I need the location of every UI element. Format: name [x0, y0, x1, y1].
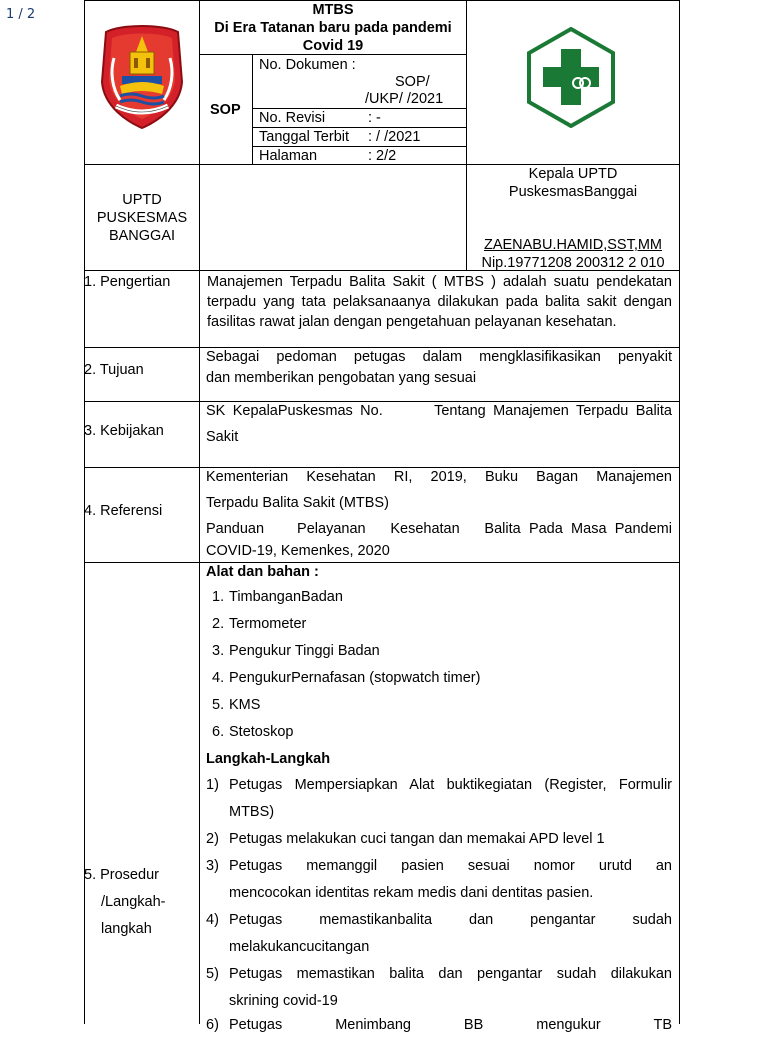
- prosedur-label-3: langkah: [101, 921, 152, 937]
- step-item: 1) Petugas Mempersiapkan Alat buktikegiatan (Register, Formulir MTBS): [206, 777, 672, 820]
- tujuan-text: [206, 347, 672, 389]
- revisi-value: : -: [368, 110, 381, 126]
- pengertian-line: fasilitas rawat jalan dengan pengetahuan pelayanan kesehatan.: [207, 314, 617, 330]
- title-line-2: Di Era Tatanan baru pada pandemi: [214, 20, 452, 36]
- doc-no-value-1: SOP/: [395, 74, 430, 90]
- step-item: 2) Petugas melakukan cuci tangan dan memakai APD level 1: [206, 831, 605, 847]
- head-name: ZAENABU.HAMID,SST,MM: [483, 237, 663, 253]
- sop-label: SOP: [210, 102, 241, 118]
- referensi-line: COVID-19, Kemenkes, 2020: [206, 543, 390, 559]
- org-line-3: BANGGAI: [108, 228, 176, 244]
- doc-no-value-2: /UKP/ /2021: [365, 91, 444, 107]
- alat-list: [212, 584, 480, 746]
- org-line-1: UPTD: [122, 192, 162, 208]
- alat-heading: Alat dan bahan :: [206, 564, 319, 580]
- title-line-3: Covid 19: [302, 38, 364, 54]
- referensi-label: 4. Referensi: [84, 503, 163, 519]
- page-indicator: 1 / 2: [6, 7, 36, 22]
- tujuan-line: Sebagai pedoman petugas dalam mengklasifikasikan penyakit: [206, 349, 672, 365]
- doc-no-label: No. Dokumen :: [259, 57, 356, 73]
- kebijakan-label: 3. Kebijakan: [84, 423, 164, 439]
- referensi-text: [206, 464, 672, 562]
- alat-item: 3. Pengukur Tinggi Badan: [212, 643, 380, 659]
- langkah-heading: Langkah-Langkah: [206, 751, 331, 767]
- alat-item: 2. Termometer: [212, 616, 307, 632]
- title-line-1: MTBS: [312, 2, 354, 18]
- prosedur-label-2: /Langkah-: [101, 894, 166, 910]
- left-logo: [96, 22, 188, 130]
- alat-item: 4. PengukurPernafasan (stopwatch timer): [212, 670, 481, 686]
- referensi-line: Terpadu Balita Sakit (MTBS): [206, 495, 389, 511]
- referensi-line: Kementerian Kesehatan RI, 2019, Buku Bagan Manajemen: [206, 469, 672, 485]
- head-nip: Nip.19771208 200312 2 010: [481, 255, 665, 271]
- terbit-value: : / /2021: [368, 129, 421, 145]
- head-title-1: Kepala UPTD: [528, 166, 618, 182]
- kebijakan-text: [206, 398, 672, 450]
- terbit-label: Tanggal Terbit: [259, 129, 350, 145]
- tujuan-label: 2. Tujuan: [84, 362, 144, 378]
- halaman-value: : 2/2: [368, 148, 397, 164]
- revisi-label: No. Revisi: [259, 110, 326, 126]
- kebijakan-line: Sakit: [206, 429, 239, 445]
- org-line-2: PUSKESMAS: [96, 210, 188, 226]
- alat-item: 6. Stetoskop: [212, 724, 294, 740]
- step-item: 6) Petugas Menimbang BB mengukur TB: [206, 1017, 672, 1033]
- pengertian-line: Manajemen Terpadu Balita Sakit ( MTBS ) adalah suatu pendekatan: [207, 274, 672, 290]
- step-item: 5) Petugas memastikan balita dan pengantar sudah dilakukan skrining covid-19: [206, 966, 672, 1009]
- halaman-label: Halaman: [259, 148, 318, 164]
- puskesmas-logo: [526, 27, 616, 128]
- alat-item: 5. KMS: [212, 697, 261, 713]
- pengertian-text: [207, 272, 672, 332]
- step-item: 4) Petugas memastikanbalita dan pengantar sudah melakukancucitangan: [206, 912, 672, 955]
- referensi-line: Panduan Pelayanan Kesehatan Balita Pada Masa Pandemi: [206, 521, 672, 537]
- head-title-2: PuskesmasBanggai: [508, 184, 638, 200]
- alat-item: 1. TimbanganBadan: [212, 589, 343, 605]
- tujuan-line: dan memberikan pengobatan yang sesuai: [206, 370, 477, 386]
- pengertian-label: 1. Pengertian: [84, 274, 171, 290]
- kebijakan-line: SK KepalaPuskesmas No. Tentang Manajemen Terpadu Balita: [206, 403, 672, 419]
- pengertian-line: terpadu yang tata pelaksanaanya dilakukan pada balita sakit dengan: [207, 294, 672, 310]
- step-item: 3) Petugas memanggil pasien sesuai nomor urutd an mencocokan identitas rekam medis dani dentitas pasien.: [206, 858, 672, 901]
- prosedur-label-1: 5. Prosedur: [84, 867, 159, 883]
